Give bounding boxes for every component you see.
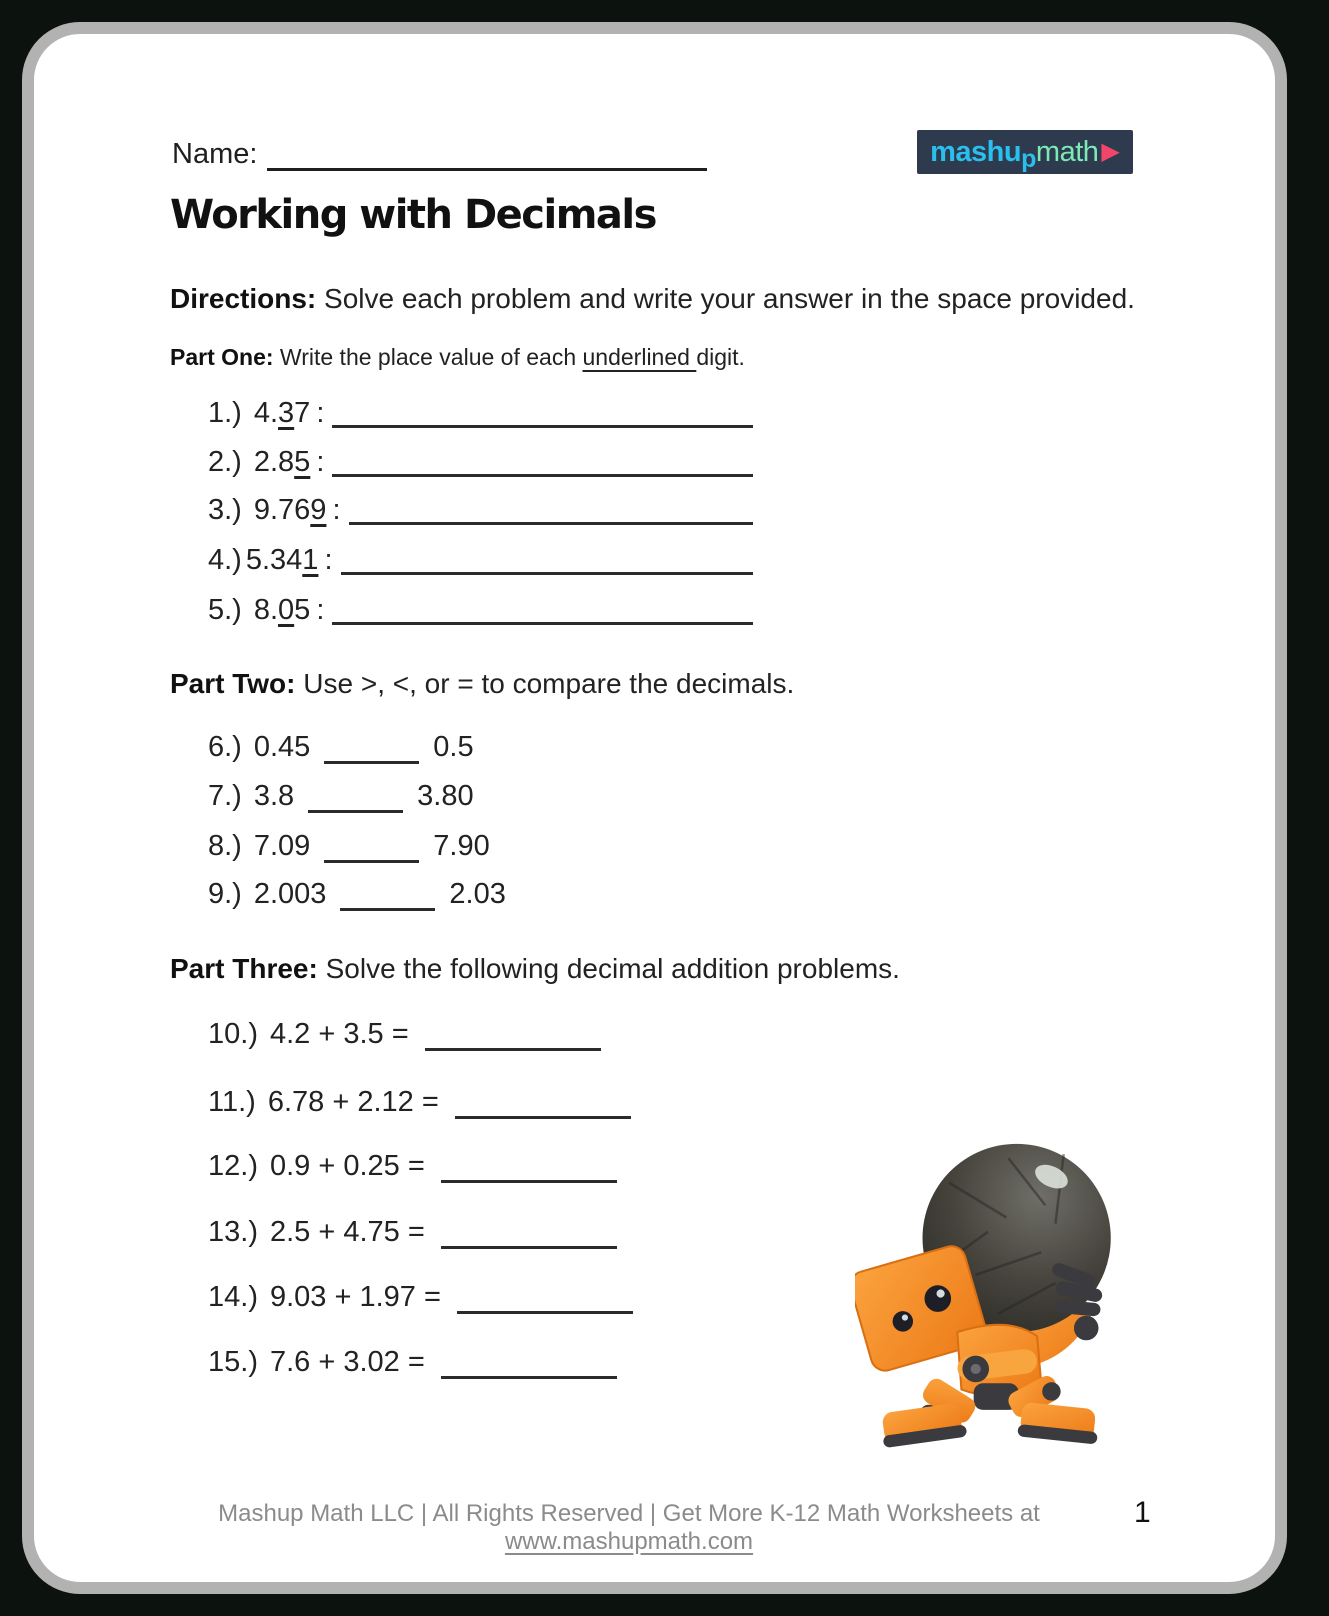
left-value: 0.45 [253, 731, 311, 763]
worksheet-page [22, 22, 1287, 1594]
right-value: 3.80 [417, 780, 474, 812]
problem-number: 10.) [208, 1018, 258, 1050]
answer-blank [457, 1285, 633, 1314]
answer-blank [441, 1350, 617, 1379]
answer-line [341, 543, 754, 575]
value-pre: 2.8 [253, 446, 295, 478]
expression: 0.9 + 0.25 = [269, 1150, 425, 1182]
answer-blank [455, 1090, 631, 1119]
answer-blank [441, 1220, 617, 1249]
logo-text-math: math [1035, 135, 1099, 168]
problem-row-2 [208, 445, 753, 479]
part-three-heading [170, 953, 900, 985]
underlined-digit: 1 [302, 544, 319, 576]
comparison-blank [308, 784, 403, 813]
problem-number: 3.) [208, 494, 242, 526]
mashupmath-logo [917, 130, 1133, 174]
name-label: Name: [172, 138, 258, 170]
problem-row-9 [208, 878, 506, 911]
underlined-digit: 0 [278, 594, 295, 626]
right-value: 0.5 [433, 731, 474, 763]
problem-row-5 [208, 593, 753, 627]
directions-label: Directions: [170, 283, 317, 314]
answer-line [332, 445, 753, 477]
problem-number: 13.) [208, 1216, 258, 1248]
problem-row-11 [208, 1086, 631, 1119]
part-one-text-after: digit. [696, 344, 745, 370]
problem-number: 14.) [208, 1281, 258, 1313]
name-answer-line [267, 138, 707, 171]
part-one-underlined-word: underlined [582, 344, 697, 370]
colon: : [332, 494, 341, 526]
problem-row-1 [208, 396, 753, 430]
value-post: 5 [294, 594, 311, 626]
answer-blank [425, 1022, 601, 1051]
page-number: 1 [1134, 1496, 1151, 1529]
directions [170, 283, 1135, 315]
play-triangle-icon: ▶ [1101, 138, 1120, 165]
underlined-digit: 5 [294, 446, 311, 478]
right-value: 7.90 [433, 830, 490, 862]
footer [114, 1500, 1144, 1556]
problem-number: 12.) [208, 1150, 258, 1182]
part-one-text: Write the place value of each [273, 344, 583, 370]
answer-line [332, 593, 753, 625]
problem-row-6 [208, 731, 474, 764]
problem-row-8 [208, 830, 490, 863]
part-three-label: Part Three: [170, 953, 318, 984]
part-three-text: Solve the following decimal addition problems. [317, 953, 900, 984]
answer-blank [441, 1154, 617, 1183]
comparison-blank [340, 882, 435, 911]
value-post: 7 [294, 397, 311, 429]
value-pre: 8. [253, 594, 279, 626]
logo-text-p: p [1021, 144, 1036, 173]
footer-text: Mashup Math LLC | All Rights Reserved | Get More K-12 Math Worksheets at [218, 1500, 1040, 1527]
logo-text-mashu: mashu [930, 135, 1022, 168]
comparison-blank [324, 735, 419, 764]
part-two-heading [170, 668, 794, 700]
problem-number: 4.) [208, 544, 242, 576]
mashupmath-link[interactable]: www.mashupmath.com [504, 1528, 754, 1555]
colon: : [316, 397, 325, 429]
left-value: 2.003 [253, 878, 327, 910]
part-one-heading [170, 344, 745, 371]
problem-number: 8.) [208, 830, 242, 862]
left-value: 7.09 [253, 830, 311, 862]
left-value: 3.8 [253, 780, 295, 812]
value-pre: 9.76 [253, 494, 311, 526]
problem-row-14 [208, 1281, 633, 1314]
expression: 7.6 + 3.02 = [269, 1346, 425, 1378]
expression: 6.78 + 2.12 = [267, 1086, 439, 1118]
problem-row-3 [208, 493, 753, 527]
problem-row-7 [208, 780, 474, 813]
problem-row-15 [208, 1346, 617, 1379]
problem-number: 5.) [208, 594, 242, 626]
problem-number: 2.) [208, 446, 242, 478]
problem-row-12 [208, 1150, 617, 1183]
expression: 2.5 + 4.75 = [269, 1216, 425, 1248]
problem-number: 1.) [208, 397, 242, 429]
right-value: 2.03 [449, 878, 506, 910]
underlined-digit: 9 [310, 494, 327, 526]
expression: 4.2 + 3.5 = [269, 1018, 409, 1050]
underlined-digit: 3 [278, 397, 295, 429]
expression: 9.03 + 1.97 = [269, 1281, 441, 1313]
value-pre: 4. [253, 397, 279, 429]
problem-row-4 [208, 543, 753, 577]
colon: : [316, 446, 325, 478]
part-two-text: Use >, <, or = to compare the decimals. [295, 668, 795, 699]
problem-number: 15.) [208, 1346, 258, 1378]
comparison-blank [324, 834, 419, 863]
answer-line [349, 493, 754, 525]
part-two-label: Part Two: [170, 668, 296, 699]
problem-number: 7.) [208, 780, 242, 812]
problem-number: 9.) [208, 878, 242, 910]
colon: : [316, 594, 325, 626]
directions-text: Solve each problem and write your answer in the space provided. [316, 283, 1135, 314]
robot-carrying-ball-illustration [855, 1118, 1121, 1448]
problem-number: 11.) [208, 1086, 256, 1118]
value-pre: 5.34 [245, 544, 303, 576]
problem-number: 6.) [208, 731, 242, 763]
problem-row-13 [208, 1216, 617, 1249]
name-row [172, 138, 707, 171]
answer-line [332, 396, 753, 428]
page-title: Working with Decimals [170, 192, 656, 238]
part-one-label: Part One: [170, 344, 274, 370]
colon: : [324, 544, 333, 576]
problem-row-10 [208, 1018, 601, 1051]
